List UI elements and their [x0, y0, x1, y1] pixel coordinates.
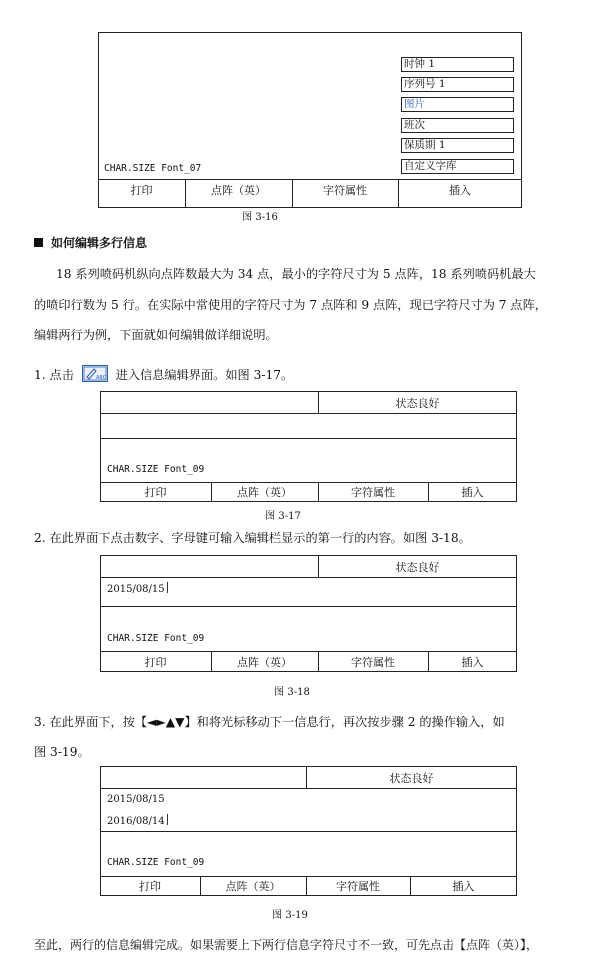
fig18-insert-button[interactable]: 插入	[461, 655, 484, 669]
fig17-print-button[interactable]: 打印	[144, 486, 167, 499]
text-cursor	[167, 814, 168, 825]
fig19-status: 状态良好	[389, 771, 434, 785]
intro-line-3: 编辑两行为例，下面就如何编辑做详细说明。	[34, 328, 278, 342]
fig17-status: 状态良好	[395, 396, 440, 410]
fig16-menu-picture[interactable]: 图片	[401, 97, 514, 112]
fig18-font-label: CHAR.SIZE Font_09	[107, 633, 205, 644]
fig16-menu-clock[interactable]: 时钟 1	[401, 57, 514, 72]
edit-message-icon	[82, 365, 108, 382]
fig16-menu-custom-font[interactable]: 自定义字库	[401, 159, 514, 174]
fig18-line1[interactable]: 2015/08/15	[107, 582, 168, 595]
text-cursor	[167, 582, 168, 593]
fig17-dot-matrix-button[interactable]: 点阵（英）	[237, 486, 292, 499]
fig19-dot-matrix-button[interactable]: 点阵（英）	[225, 880, 281, 893]
fig19-print-button[interactable]: 打印	[139, 880, 161, 893]
intro-line-2: 的喷印行数为 5 行。在实际中常使用的字符尺寸为 7 点阵和 9 点阵，现已字符尺寸为 7 点阵，	[34, 298, 547, 312]
step1-text: 1. 点击 ABC 进入信息编辑界面。如图 3-17。	[34, 365, 293, 383]
fig16-caption: 图 3-16	[242, 212, 278, 223]
step2-text: 2. 在此界面下点击数字、字母键可输入编辑栏显示的第一行的内容。如图 3-18。	[34, 531, 471, 545]
section-title: 如何编辑多行信息	[34, 234, 147, 251]
fig17-insert-button[interactable]: 插入	[461, 486, 484, 499]
fig19-insert-button[interactable]: 插入	[452, 880, 475, 893]
closing-text: 至此，两行的信息编辑完成。如果需要上下两行信息字符尺寸不一致，可先点击【点阵（英）】，	[34, 938, 539, 952]
fig18-status: 状态良好	[395, 560, 440, 574]
step3-line-1: 3. 在此界面下，按【◄►▲▼】和将光标移动下一信息行，再次按步骤 2 的操作输入，如	[34, 715, 505, 729]
fig17-caption: 图 3-17	[265, 511, 301, 522]
fig19-font-label: CHAR.SIZE Font_09	[107, 857, 205, 868]
fig18-caption: 图 3-18	[274, 687, 310, 698]
fig18-dot-matrix-button[interactable]: 点阵（英）	[237, 655, 292, 669]
fig16-print-button[interactable]: 打印	[130, 184, 153, 197]
fig17-char-attr-button[interactable]: 字符属性	[351, 486, 395, 499]
fig16-menu-serial[interactable]: 序列号 1	[401, 77, 514, 92]
fig19-char-attr-button[interactable]: 字符属性	[336, 880, 380, 893]
fig18-print-button[interactable]: 打印	[144, 655, 167, 669]
svg-text:ABC: ABC	[95, 375, 107, 381]
fig16-font-label: CHAR.SIZE Font_07	[104, 163, 202, 174]
fig16-char-attr-button[interactable]: 字符属性	[323, 184, 367, 197]
fig16-dot-matrix-button[interactable]: 点阵（英）	[211, 184, 266, 197]
fig16-menu-expiry[interactable]: 保质期 1	[401, 138, 514, 153]
fig17-font-label: CHAR.SIZE Font_09	[107, 464, 205, 475]
fig16-insert-button[interactable]: 插入	[449, 184, 471, 197]
fig19-line1[interactable]: 2015/08/15	[107, 794, 165, 805]
fig19-caption: 图 3-19	[272, 910, 308, 921]
intro-line-1: 18 系列喷码机纵向点阵数最大为 34 点，最小的字符尺寸为 5 点阵，18 系列喷码机最大	[56, 267, 536, 281]
fig16-menu-shift[interactable]: 班次	[401, 118, 514, 133]
fig19-line2[interactable]: 2016/08/14	[107, 814, 168, 827]
fig18-char-attr-button[interactable]: 字符属性	[351, 655, 395, 669]
step3-line-2: 图 3-19。	[34, 745, 90, 759]
bullet-square-icon	[34, 238, 43, 247]
